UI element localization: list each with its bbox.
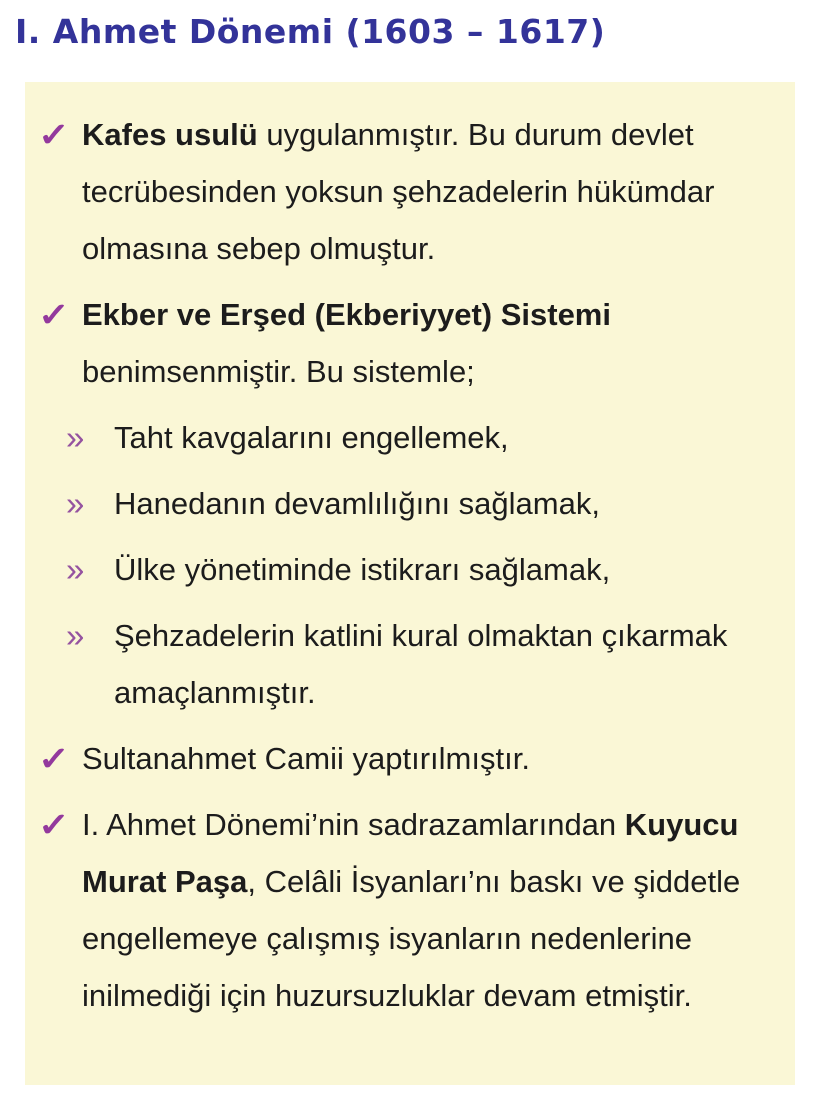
list-item-text bbox=[114, 475, 777, 532]
list-item-text bbox=[114, 541, 777, 598]
check-icon: ✓ bbox=[38, 116, 70, 153]
body-text: benimsenmiştir. Bu sistemle; bbox=[82, 354, 475, 389]
page-title: I. Ahmet Dönemi (1603 – 1617) bbox=[15, 12, 606, 51]
body-text: uygulanmıştır. Bu durum devlet tecrübesinden yoksun şehzadelerin hükümdar olmasına sebep olmuştur. bbox=[82, 117, 715, 266]
list-item-text bbox=[114, 409, 777, 466]
list-item-text bbox=[82, 730, 777, 787]
check-icon: ✓ bbox=[38, 296, 70, 333]
list-item bbox=[38, 607, 777, 721]
list-item-text bbox=[82, 106, 777, 277]
body-text: Ülke yönetiminde istikrarı sağlamak, bbox=[114, 552, 611, 587]
chevron-icon: » bbox=[66, 617, 85, 654]
emphasized-text: Ekber ve Erşed (Ekberiyyet) Sistemi bbox=[82, 297, 611, 332]
body-text: Hanedanın devamlılığını sağlamak, bbox=[114, 486, 600, 521]
list-item bbox=[38, 730, 777, 787]
body-text: I. Ahmet Dönemi’nin sadrazamlarından bbox=[82, 807, 625, 842]
bullet-list bbox=[38, 106, 777, 1024]
content-panel bbox=[25, 82, 795, 1085]
list-item bbox=[38, 796, 777, 1024]
chevron-icon: » bbox=[66, 551, 85, 588]
body-text: Taht kavgalarını engellemek, bbox=[114, 420, 509, 455]
chevron-icon: » bbox=[66, 419, 85, 456]
emphasized-text: Kafes usulü bbox=[82, 117, 258, 152]
body-text: Şehzadelerin katlini kural olmaktan çıkarmak amaçlanmıştır. bbox=[114, 618, 728, 710]
list-item-text bbox=[82, 286, 777, 400]
emphasized-text: Kuyucu Murat Paşa bbox=[82, 807, 739, 899]
list-item bbox=[38, 409, 777, 466]
body-text: Sultanahmet Camii yaptırılmıştır. bbox=[82, 741, 530, 776]
list-item bbox=[38, 475, 777, 532]
list-item-text bbox=[82, 796, 777, 1024]
body-text: , Celâli İsyanları’nı baskı ve şiddetle engellemeye çalışmış isyanların nedenlerine inilmediği için huzursuzluklar devam etmiştir. bbox=[82, 864, 741, 1013]
list-item-text bbox=[114, 607, 777, 721]
list-item bbox=[38, 541, 777, 598]
list-item bbox=[38, 286, 777, 400]
check-icon: ✓ bbox=[38, 740, 70, 777]
list-item bbox=[38, 106, 777, 277]
check-icon: ✓ bbox=[38, 806, 70, 843]
chevron-icon: » bbox=[66, 485, 85, 522]
